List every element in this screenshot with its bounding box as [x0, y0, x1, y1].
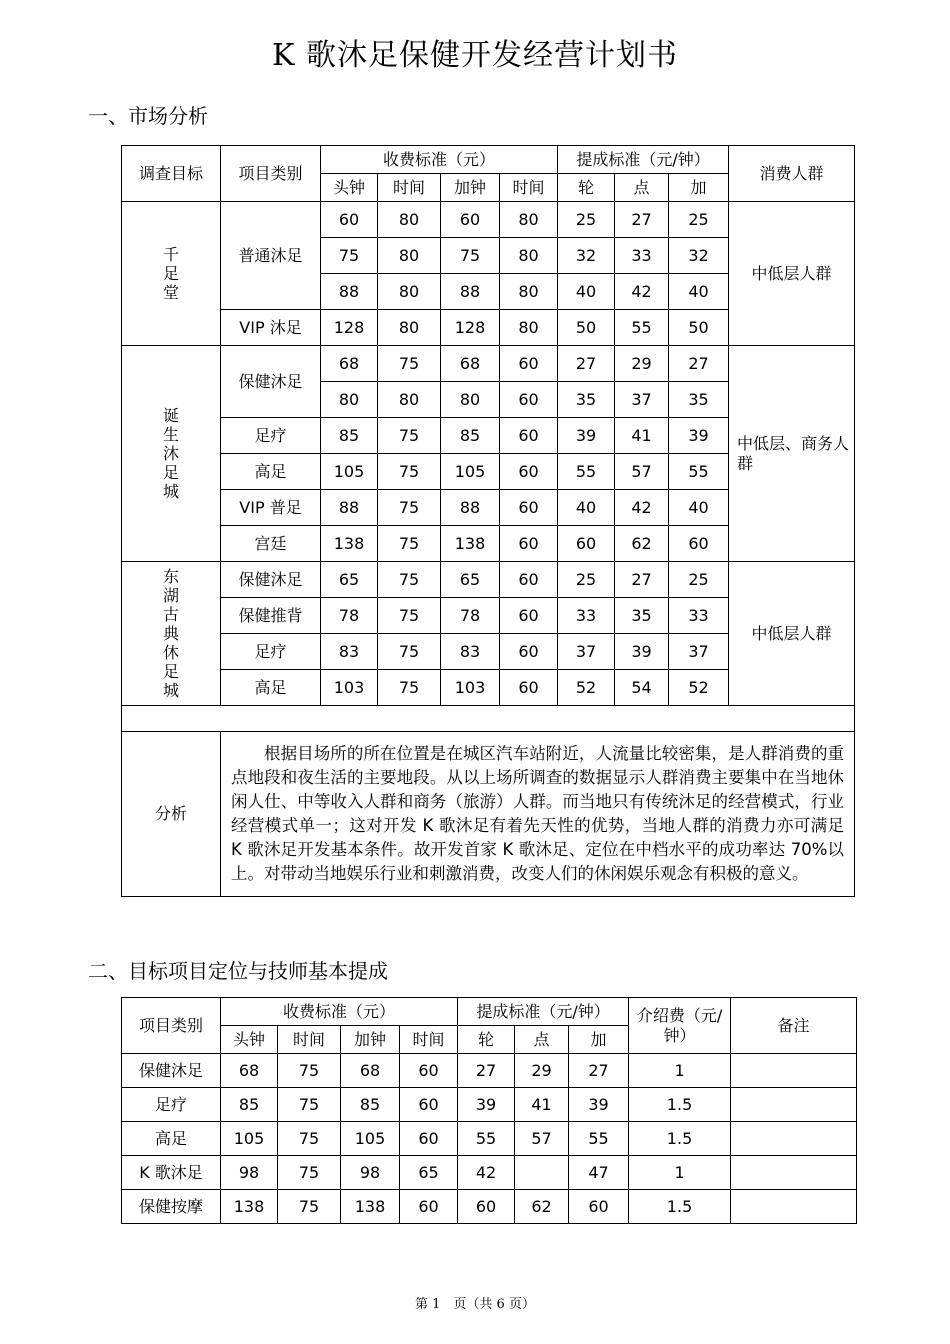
value-cell: 57	[615, 454, 669, 490]
value-cell: 33	[669, 598, 729, 634]
value-cell: 75	[378, 670, 441, 706]
value-cell: 103	[441, 670, 500, 706]
crowd-cell: 中低层人群	[729, 202, 855, 346]
value-cell: 65	[400, 1156, 458, 1190]
header-fee: 收费标准（元）	[221, 998, 458, 1026]
subheader-cell: 点	[615, 174, 669, 202]
value-cell: 88	[321, 490, 378, 526]
value-cell: 41	[615, 418, 669, 454]
value-cell: 40	[558, 274, 615, 310]
value-cell: 80	[500, 310, 558, 346]
value-cell: 85	[321, 418, 378, 454]
value-cell: 98	[341, 1156, 400, 1190]
value-cell: 75	[321, 238, 378, 274]
value-cell: 60	[500, 670, 558, 706]
value-cell: 55	[669, 454, 729, 490]
intro-fee-cell: 1	[629, 1156, 731, 1190]
value-cell: 52	[558, 670, 615, 706]
analysis-label: 分析	[122, 732, 221, 897]
venue-name-char: 东	[162, 567, 179, 586]
subheader-cell: 轮	[558, 174, 615, 202]
subheader-cell: 时间	[378, 174, 441, 202]
value-cell: 35	[615, 598, 669, 634]
value-cell: 60	[400, 1190, 458, 1224]
category-cell: 足疗	[221, 418, 321, 454]
value-cell: 55	[558, 454, 615, 490]
value-cell: 128	[321, 310, 378, 346]
value-cell: 138	[441, 526, 500, 562]
remark-cell	[731, 1156, 857, 1190]
value-cell: 88	[441, 274, 500, 310]
value-cell: 138	[341, 1190, 400, 1224]
category-cell: 足疗	[122, 1088, 221, 1122]
subheader-cell: 轮	[458, 1026, 515, 1054]
table-row	[122, 202, 855, 238]
value-cell: 85	[221, 1088, 278, 1122]
header-intro-fee: 介绍费（元/钟）	[629, 998, 731, 1054]
value-cell: 42	[615, 274, 669, 310]
analysis-row	[122, 732, 855, 897]
venue-name-cell	[122, 202, 221, 346]
value-cell: 27	[615, 202, 669, 238]
category-cell: 足疗	[221, 634, 321, 670]
blank-row	[122, 706, 855, 732]
value-cell: 65	[441, 562, 500, 598]
category-cell: K 歌沐足	[122, 1156, 221, 1190]
intro-fee-cell: 1.5	[629, 1122, 731, 1156]
category-cell: VIP 普足	[221, 490, 321, 526]
value-cell: 40	[558, 490, 615, 526]
value-cell: 75	[378, 346, 441, 382]
page-title: K 歌沐足保健开发经营计划书	[272, 38, 678, 73]
value-cell: 78	[441, 598, 500, 634]
section-heading-market-analysis: 一、市场分析	[88, 104, 208, 128]
value-cell: 138	[321, 526, 378, 562]
blank-cell	[122, 706, 855, 732]
remark-cell	[731, 1190, 857, 1224]
value-cell: 62	[515, 1190, 569, 1224]
value-cell: 78	[321, 598, 378, 634]
value-cell: 68	[341, 1054, 400, 1088]
value-cell: 35	[669, 382, 729, 418]
value-cell: 55	[569, 1122, 629, 1156]
value-cell: 25	[669, 562, 729, 598]
market-analysis-table	[121, 145, 855, 897]
value-cell: 39	[458, 1088, 515, 1122]
value-cell: 60	[400, 1122, 458, 1156]
intro-fee-cell: 1.5	[629, 1190, 731, 1224]
value-cell: 60	[500, 562, 558, 598]
value-cell: 80	[378, 382, 441, 418]
value-cell: 105	[321, 454, 378, 490]
venue-name-char: 堂	[162, 283, 179, 302]
value-cell: 75	[378, 634, 441, 670]
value-cell: 27	[458, 1054, 515, 1088]
value-cell: 83	[441, 634, 500, 670]
venue-name-char: 足	[162, 463, 179, 482]
header-commission: 提成标准（元/钟）	[458, 998, 629, 1026]
value-cell: 29	[515, 1054, 569, 1088]
value-cell: 83	[321, 634, 378, 670]
value-cell: 80	[321, 382, 378, 418]
category-cell: 高足	[221, 454, 321, 490]
value-cell: 80	[500, 274, 558, 310]
venue-name-char: 千	[162, 245, 179, 264]
value-cell: 80	[500, 202, 558, 238]
category-cell: 保健沐足	[221, 562, 321, 598]
venue-name-char: 诞	[162, 406, 179, 425]
value-cell: 29	[615, 346, 669, 382]
value-cell: 60	[500, 346, 558, 382]
subheader-cell: 头钟	[321, 174, 378, 202]
value-cell: 98	[221, 1156, 278, 1190]
value-cell: 52	[669, 670, 729, 706]
venue-name-char: 足	[162, 264, 179, 283]
value-cell: 33	[558, 598, 615, 634]
header-category: 项目类别	[122, 998, 221, 1054]
value-cell: 60	[500, 454, 558, 490]
table-row	[122, 1054, 857, 1088]
value-cell: 75	[278, 1054, 341, 1088]
value-cell: 75	[378, 526, 441, 562]
value-cell: 25	[558, 202, 615, 238]
value-cell: 75	[378, 490, 441, 526]
subheader-cell: 时间	[278, 1026, 341, 1054]
category-cell: 宫廷	[221, 526, 321, 562]
category-cell: 高足	[122, 1122, 221, 1156]
value-cell: 27	[569, 1054, 629, 1088]
value-cell: 75	[378, 418, 441, 454]
header-crowd: 消费人群	[729, 146, 855, 202]
value-cell: 68	[441, 346, 500, 382]
value-cell: 75	[378, 454, 441, 490]
value-cell: 32	[558, 238, 615, 274]
value-cell: 41	[515, 1088, 569, 1122]
value-cell: 60	[500, 418, 558, 454]
remark-cell	[731, 1122, 857, 1156]
value-cell: 88	[321, 274, 378, 310]
value-cell: 60	[569, 1190, 629, 1224]
value-cell: 128	[441, 310, 500, 346]
venue-name-char: 足	[162, 662, 179, 681]
value-cell: 35	[558, 382, 615, 418]
category-cell: 高足	[221, 670, 321, 706]
crowd-cell: 中低层人群	[729, 562, 855, 706]
value-cell: 25	[558, 562, 615, 598]
value-cell: 40	[669, 490, 729, 526]
value-cell: 60	[400, 1054, 458, 1088]
value-cell: 75	[378, 562, 441, 598]
value-cell: 62	[615, 526, 669, 562]
value-cell: 27	[669, 346, 729, 382]
venue-name-char: 古	[162, 605, 179, 624]
value-cell: 57	[515, 1122, 569, 1156]
category-cell: 保健按摩	[122, 1190, 221, 1224]
table-row	[122, 1088, 857, 1122]
value-cell: 60	[441, 202, 500, 238]
value-cell: 60	[500, 526, 558, 562]
category-cell: 普通沐足	[221, 202, 321, 310]
subheader-cell: 时间	[400, 1026, 458, 1054]
value-cell: 33	[615, 238, 669, 274]
value-cell: 88	[441, 490, 500, 526]
value-cell: 37	[669, 634, 729, 670]
section-heading-target-positioning: 二、目标项目定位与技师基本提成	[88, 959, 388, 983]
value-cell: 105	[441, 454, 500, 490]
value-cell: 138	[221, 1190, 278, 1224]
remark-cell	[731, 1088, 857, 1122]
category-cell: VIP 沐足	[221, 310, 321, 346]
venue-name-char: 休	[162, 643, 179, 662]
value-cell: 75	[278, 1122, 341, 1156]
value-cell: 60	[458, 1190, 515, 1224]
value-cell: 32	[669, 238, 729, 274]
intro-fee-cell: 1	[629, 1054, 731, 1088]
value-cell: 68	[321, 346, 378, 382]
target-project-table	[121, 997, 857, 1224]
value-cell: 60	[500, 382, 558, 418]
venue-name-char: 城	[162, 681, 179, 700]
value-cell: 68	[221, 1054, 278, 1088]
table-row	[122, 1190, 857, 1224]
venue-name-char: 典	[162, 624, 179, 643]
value-cell: 55	[615, 310, 669, 346]
category-cell: 保健沐足	[221, 346, 321, 418]
value-cell: 80	[500, 238, 558, 274]
category-cell: 保健推背	[221, 598, 321, 634]
subheader-cell: 加	[669, 174, 729, 202]
venue-name-char: 沐	[162, 444, 179, 463]
venue-name-char: 湖	[162, 586, 179, 605]
table-row	[122, 1156, 857, 1190]
value-cell: 37	[615, 382, 669, 418]
value-cell: 80	[378, 274, 441, 310]
subheader-cell: 加	[569, 1026, 629, 1054]
header-target: 调查目标	[122, 146, 221, 202]
value-cell: 37	[558, 634, 615, 670]
value-cell: 60	[500, 490, 558, 526]
value-cell	[515, 1156, 569, 1190]
value-cell: 80	[378, 202, 441, 238]
value-cell: 25	[669, 202, 729, 238]
value-cell: 105	[221, 1122, 278, 1156]
value-cell: 75	[278, 1190, 341, 1224]
analysis-text: 根据目场所的所在位置是在城区汽车站附近，人流量比较密集，是人群消费的重点地段和夜生活的主要地段。从以上场所调查的数据显示人群消费主要集中在当地休闲人仕、中等收入人群和商务（旅游）人群。而当地只有传统沐足的经营模式，行业经营模式单一；这对开发 K 歌沐足有着先天性的优势，当地人群的消费力亦可满足 K 歌沐足开发基本条件。故开发首家 K 歌沐足、定位在中档水平的成功率达 70%以上。对带动当地娱乐行业和刺激消费，改变人们的休闲娱乐观念有积极的意义。	[221, 732, 855, 897]
value-cell: 47	[569, 1156, 629, 1190]
header-commission: 提成标准（元/钟）	[558, 146, 729, 174]
value-cell: 85	[441, 418, 500, 454]
value-cell: 27	[615, 562, 669, 598]
value-cell: 85	[341, 1088, 400, 1122]
value-cell: 39	[569, 1088, 629, 1122]
subheader-cell: 时间	[500, 174, 558, 202]
value-cell: 60	[500, 634, 558, 670]
value-cell: 55	[458, 1122, 515, 1156]
value-cell: 80	[378, 238, 441, 274]
value-cell: 50	[558, 310, 615, 346]
subheader-cell: 头钟	[221, 1026, 278, 1054]
table-row	[122, 562, 855, 598]
venue-name-cell	[122, 346, 221, 562]
remark-cell	[731, 1054, 857, 1088]
value-cell: 105	[341, 1122, 400, 1156]
header-remark: 备注	[731, 998, 857, 1054]
value-cell: 75	[441, 238, 500, 274]
venue-name-char: 生	[162, 425, 179, 444]
venue-name-char: 城	[162, 482, 179, 501]
table-row	[122, 1122, 857, 1156]
value-cell: 60	[669, 526, 729, 562]
intro-fee-cell: 1.5	[629, 1088, 731, 1122]
value-cell: 60	[400, 1088, 458, 1122]
subheader-cell: 加钟	[441, 174, 500, 202]
header-category: 项目类别	[221, 146, 321, 202]
value-cell: 42	[458, 1156, 515, 1190]
value-cell: 42	[615, 490, 669, 526]
header-fee: 收费标准（元）	[321, 146, 558, 174]
category-cell: 保健沐足	[122, 1054, 221, 1088]
value-cell: 60	[558, 526, 615, 562]
subheader-cell: 加钟	[341, 1026, 400, 1054]
value-cell: 75	[278, 1156, 341, 1190]
value-cell: 50	[669, 310, 729, 346]
value-cell: 39	[558, 418, 615, 454]
value-cell: 75	[378, 598, 441, 634]
value-cell: 75	[278, 1088, 341, 1122]
venue-name-cell	[122, 562, 221, 706]
crowd-cell: 中低层、商务人群	[729, 346, 855, 562]
value-cell: 60	[321, 202, 378, 238]
page-footer: 第 1 页（共 6 页）	[415, 1297, 535, 1312]
value-cell: 80	[441, 382, 500, 418]
value-cell: 103	[321, 670, 378, 706]
value-cell: 80	[378, 310, 441, 346]
value-cell: 27	[558, 346, 615, 382]
value-cell: 39	[669, 418, 729, 454]
table-row	[122, 346, 855, 382]
subheader-cell: 点	[515, 1026, 569, 1054]
value-cell: 65	[321, 562, 378, 598]
value-cell: 40	[669, 274, 729, 310]
value-cell: 60	[500, 598, 558, 634]
value-cell: 39	[615, 634, 669, 670]
value-cell: 54	[615, 670, 669, 706]
